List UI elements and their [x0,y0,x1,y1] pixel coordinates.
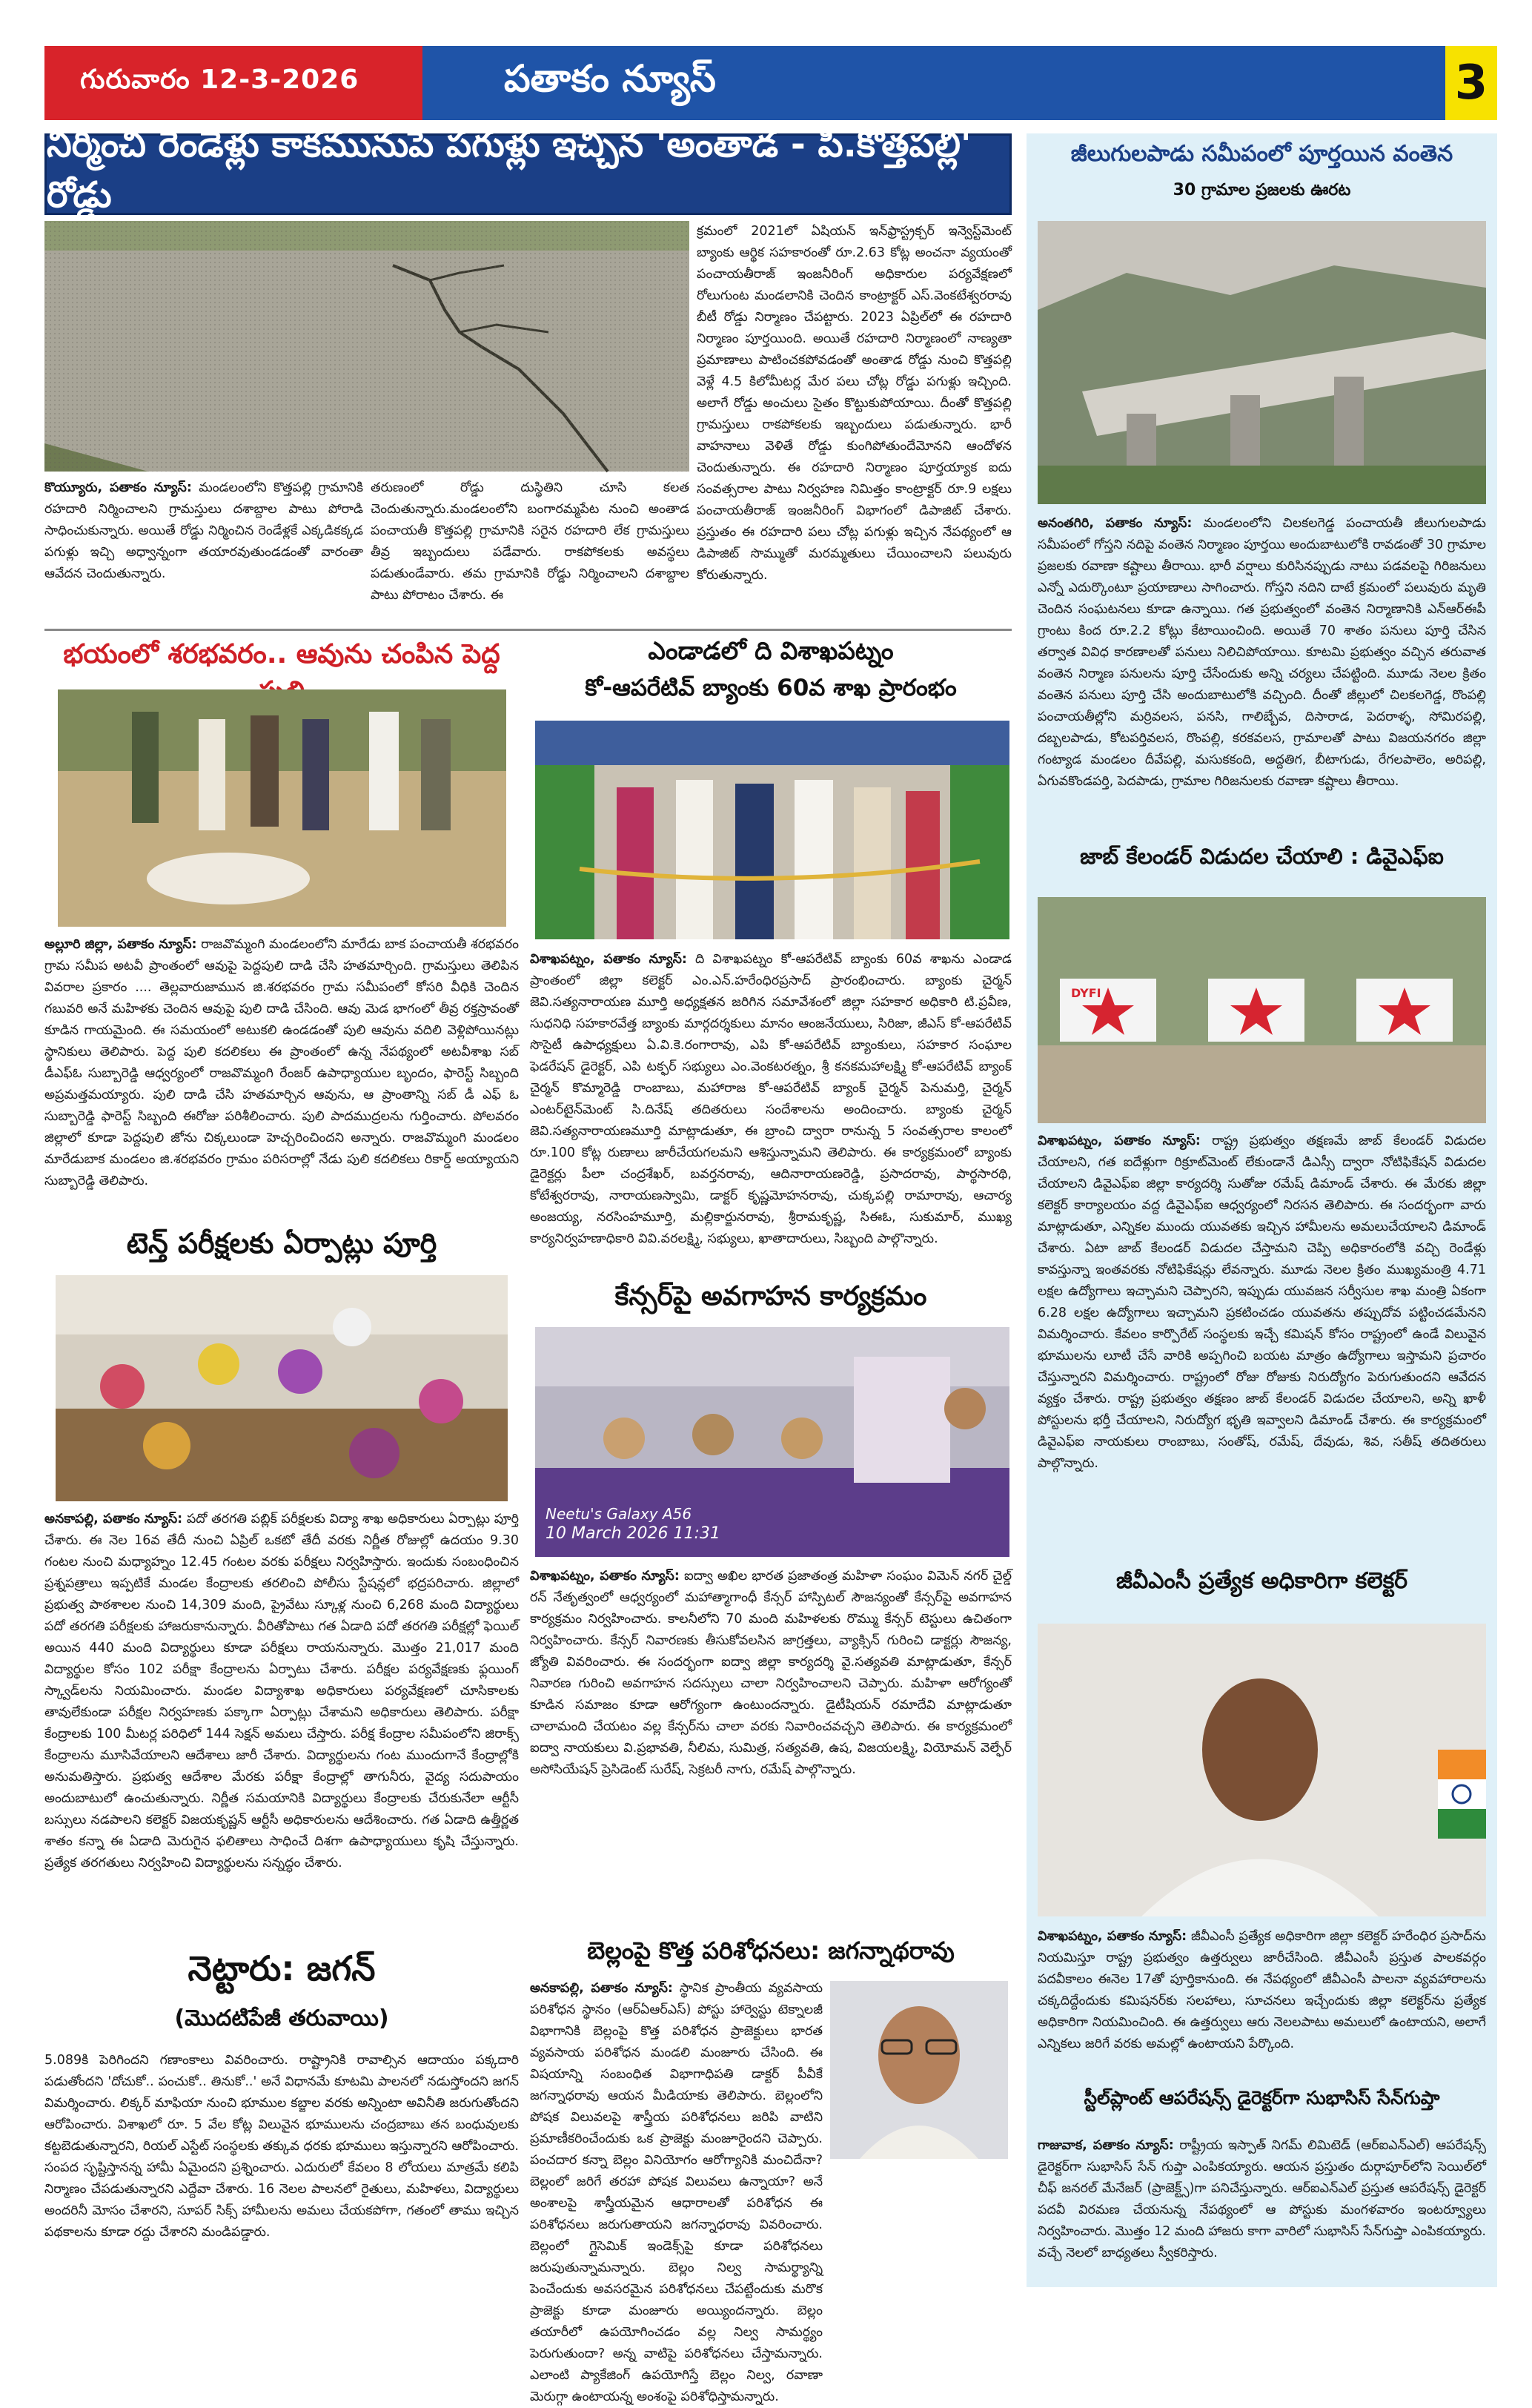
protest-graphic [1038,897,1486,1123]
bank-headline-2: కో-ఆపరేటివ్ బ్యాంకు 60వ శాఖ ప్రారంభం [585,675,957,701]
tiger-body [44,934,519,1220]
cancer-text: ఐద్వా అఖిల భారత ప్రజాతంత్ర మహిళా సంఘం విమెన్ నగర్ చైల్డ్ రన్ నేతృత్వంలో ఆధ్వర్యంలో మహాత్మాగాంధీ కేన్సర్ హాస్పిటల్ సౌజన్యంతో కేన్సర్‌పై అవగాహన కార్యక్రమం నిర్వహించారు. కాలనీలోని 70 మంది మహిళలకు రొమ్ము కేన్సర్ టెస్టులు ఉచితంగా నిర్వహించారు. కేన్సర్ నివారణకు తీసుకోవలసిన జాగ్రత్తలు, వ్యాక్సిన్ గురించి డాక్టర్లు సౌజన్య, జ్యోతి వివరించారు. ఈ సందర్భంగా ఐద్వా జిల్లా కార్యదర్శి వై.సత్యవతి మాట్లాడుతూ, కేన్సర్ నివారణ గురించి అవగాహన సదస్సులు చాలా నిర్వహించాలని చెప్పారు. మహిళా ఆరోగ్యంతో కూడిన సమాజం కూడా ఆరోగ్యంగా ఉంటుందన్నారు. డైటీషియన్ రమాదేవి మాట్లాడుతూ చాలామంది చేయటం వల్ల కేన్సర్‌ను చాలా వరకు నివారించవచ్చని తెలిపారు. ఈ కార్యక్రమంలో ఐద్వా నాయకులు వి.ప్రభావతి, నీలిమ, సుమిత్ర, సత్యవతి, ఉష, విజయలక్ష్మి, వియోమన్ వెల్ఫేర్ అసోసియేషన్ ప్రెసిడెంట్ సురేష్, సెక్రటరీ నాగు, రమేష్ పాల్గొన్నారు. [530,1569,1012,1777]
dyfi-text: రాష్ట్ర ప్రభుత్వం తక్షణమే జాబ్ కేలండర్ విడుదల చేయాలని, గత ఐదేళ్లుగా రిక్రూట్‌మెంట్ లేకుండానే డిఎస్సీ ద్వారా నోటిఫికేషన్ విడుదల చేయాలని డివైఎఫ్ఐ జిల్లా కార్యదర్శి సుతోజు రమేష్ డిమాండ్ చేశారు. ఈ మేరకు జిల్లా కలెక్టర్ కార్యాలయం వద్ద డివైఎఫ్ఐ ఆధ్వర్యంలో నిరసన తెలిపారు. ఈ సందర్భంగా వారు మాట్లాడుతూ, ఎన్నికల ముందు యువతకు ఇచ్చిన హామీలను అమలుచేయాలని డిమాండ్ చేశారు. ఏటా జాబ్ కేలండర్ విడుదల చేస్తామని చెప్పి అధికారంలోకి వచ్చి రెండేళ్లు కావస్తున్నా ఇంతవరకు నోటిఫికేషన్లు లేవన్నారు. మూడు నెలల క్రితం ముఖ్యమంత్రి 4.71 లక్షల ఉద్యోగాలు ఇచ్చామని చెప్పారని, ఇప్పుడు యువజన సర్వీసుల శాఖ మంత్రి ఏకంగా 6.28 లక్షల ఉద్యోగాలు ఇచ్చామని ప్రకటించడం యువతను తప్పుదోవ పట్టించడమేనని విమర్శించారు. కేవలం కార్పొరేట్ సంస్థలకు ఇచ్చే కమిషన్ కోసం రాష్ట్రంలో ఉండే విలువైన భూములను లూటీ చేసే వారికి అప్పగించి బయట మాత్రం ఉద్యోగాలు ఇస్తామని ప్రచారం చేస్తున్నారని విమర్శించారు. రాష్ట్రంలో రోజు రోజుకు నిరుద్యోగం పెరుగుతుందని ఆవేదన వ్యక్తం చేశారు. రాష్ట్ర ప్రభుత్వం తక్షణం జాబ్ కేలండర్ విడుదల చేయాలని, అన్ని ఖాళీ పోస్టులను భర్తీ చేయాలని, నిరుద్యోగ భృతి ఇవ్వాలని డిమాండ్ చేశారు. ఈ కార్యక్రమంలో డివైఎఫ్ఐ నాయకులు రాంబాబు, సంతోష్, రమేష్, దేవుడు, శివ, సతీష్ తదితరులు పాల్గొన్నారు. [1038,1134,1486,1471]
ribbon-cutting-graphic [535,721,1009,939]
cancer-awareness-photo [535,1327,1009,1557]
divider [44,629,1012,631]
steel-dateline: గాజువాక, పతాకం న్యూస్: [1038,2138,1174,2153]
lead-col1 [44,477,363,623]
bridge-photo [1038,221,1486,504]
gvmc-dateline: విశాఖపట్నం, పతాకం న్యూస్: [1038,1929,1187,1944]
bellampi-col1 [530,1978,823,2404]
forest-photo-graphic [58,689,506,927]
steel-text: రాష్ట్రీయ ఇస్పాత్ నిగమ్ లిమిటెడ్ (ఆర్ఐఎన్ఎల్) ఆపరేషన్స్ డైరెక్టర్‌గా సుభాసిస్ సేన్ గుప్తా ఎంపికయ్యారు. ఆయన ప్రస్తుతం దుర్గాపూర్‌లోని సెయిల్‌లో చీఫ్ జనరల్ మేనేజర్ (ప్రాజెక్ట్స్)గా పనిచేస్తున్నారు. ఆర్ఐఎన్ఎల్ ప్రస్తుత ఆపరేషన్స్ డైరెక్టర్ పదవీ విరమణ చేయనున్న నేపథ్యంలో ఆ పోస్టుకు మంగళవారం ఇంటర్వ్యూలు నిర్వహించారు. మొత్తం 12 మంది హాజరు కాగా వారిలో సుభాసిస్ సేన్‌గుప్తా ఎంపికయ్యారు. వచ్చే నెలలో బాధ్యతలు స్వీకరిస్తారు. [1038,2138,1486,2260]
classroom-photo-graphic [56,1275,508,1501]
cancer-body [530,1566,1012,1922]
portrait-graphic [830,1981,1008,2159]
lead-col1-text: మండలంలోని కొత్తపల్లి గ్రామానికి రహదారి నిర్మించాలని గ్రామస్తులు దశాబ్దాల పాటు పోరాడి సాధించుకున్నారు. అయితే రోడ్డు నిర్మించిన రెండేళ్లకే ఎక్కడికక్కడ పగుళ్లు ఇచ్చి అధ్వాన్నంగా తయారవుతుండడంతో వారంతా ఆవేదన చెందుతున్నారు. [44,480,363,581]
bridge-subhead: 30 గ్రామాల ప్రజలకు ఊరట [1173,181,1351,199]
bellampi-dateline: అనకాపల్లి, పతాకం న్యూస్: [530,1981,673,1996]
bellampi-text: స్థానిక ప్రాంతీయ వ్యవసాయ పరిశోధన స్థానం (ఆర్ఏఆర్ఎస్) పోస్టు హార్వెస్టు టెక్నాలజీ విభాగానికి బెల్లంపై కొత్త పరిశోధన ప్రాజెక్టులు భారత వ్యవసాయ పరిశోధన మండలి మంజూరు చేసింది. ఈ విషయాన్ని సంబంధిత విభాగాధిపతి డాక్టర్ పీవీకే జగన్నాధరావు ఆయన మీడియాకు తెలిపారు. బెల్లంలోని పోషక విలువలపై శాస్త్రీయ పరిశోధనలు జరిపి వాటిని ప్రమాణీకరించేందుకు ఒక ప్రాజెక్టు మంజూరైందని చెప్పారు. పంచదార కన్నా బెల్లం వినియోగం ఆరోగ్యానికి మంచిదేనా? బెల్లంలో జరిగే తరహా పోషక విలువలు ఉన్నాయా? అనే అంశాలపై శాస్త్రీయమైన ఆధారాలతో పరిశోధన ఈ పరిశోధనలు జరుగుతాయని జగన్నాధరావు వివరించారు. బెల్లంలో గ్లైసెమిక్ ఇండెక్స్‌పై కూడా పరిశోధనలు జరుపుతున్నామన్నారు. బెల్లం నిల్వ సామర్థ్యాన్ని పెంచేందుకు అవసరమైన పరిశోధనలు చేపట్టేందుకు మరొక ప్రాజెక్టు కూడా మంజూరు అయ్యిందన్నారు. బెల్లం తయారీలో ఉపయోగించడం వల్ల నిల్వ సామర్థ్యం పెరుగుతుందా? అన్న వాటిపై పరిశోధనలు చేస్తామన్నారు. ఎలాంటి ప్యాకేజింగ్ ఉపయోగిస్తే బెల్లం నిల్వ, రవాణా మెరుగ్గా ఉంటాయన్న అంశంపై పరిశోధిస్తామన్నారు. [530,1981,823,2404]
exam-dateline: అనకాపల్లి, పతాకం న్యూస్: [44,1512,183,1526]
dyfi-protest-photo [1038,897,1486,1123]
lead-dateline: కొయ్యూరు, పతాకం న్యూస్: [44,480,192,495]
photo-stamp-time: 10 March 2026 11:31 [546,1524,720,1543]
lead-headline: నిర్మించి రెండేళ్లు కాకమునుపే పగుళ్లు ఇచ్చిన 'అంతాడ - పి.కొత్తపల్లి' రోడ్డు [44,133,1012,215]
dyfi-flag-label: DYFI [1071,986,1101,1000]
photo-stamp-device: Neetu's Galaxy A56 [546,1505,692,1523]
dyfi-body [1038,1131,1486,1561]
tiger-attack-photo [58,689,506,927]
page-number: 3 [1445,46,1497,120]
jagan-headline: నెట్టారు: జగన్ [188,1948,376,1988]
exam-headline: టెన్త్ పరీక్షలకు ఏర్పాట్లు పూర్తి [126,1227,437,1260]
gvmc-text: జీవీఎంసీ ప్రత్యేక అధికారిగా జిల్లా కలెక్టర్ హరేంధిర ప్రసాద్‌ను నియమిస్తూ రాష్ట్ర ప్రభుత్వం ఉత్తర్వులు జారీచేసింది. జీవీఎంసీ ప్రస్తుత పాలకవర్గం పదవీకాలం ఈనెల 17తో పూర్తికానుంది. ఈ నేపథ్యంలో జీవీఎంసీ పాలనా వ్యవహారాలను చక్కదిద్దేందుకు కమిషనర్‌కు సలహాలు, సూచనలు ఇచ్చేందుకు జిల్లా కలెక్టర్‌ను ప్రత్యేక అధికారిగా నియమించింది. ఈ ఉత్తర్వులు ఆరు నెలలపాటు అమలులో ఉంటాయని, అలాగే ఎన్నికలు జరిగే వరకు అమల్లో ఉంటాయని పేర్కొంది. [1038,1929,1486,2051]
dyfi-dateline: విశాఖపట్నం, పతాకం న్యూస్: [1038,1134,1201,1148]
exam-hall-photo [56,1275,508,1501]
bank-headline-1: ఎండాడలో ది విశాఖపట్నం [648,636,894,665]
tiger-headline: భయంలో శరభవరం.. ఆవును చంపిన పెద్ద [63,639,500,669]
bridge-body [1038,513,1486,839]
newspaper-name: పతాకం న్యూస్ [422,46,1445,120]
masthead [44,46,1497,120]
bridge-text: మండలంలోని చిలకలగెడ్డ పంచాయతీ జీలుగులపాడు సమీపంలో గోస్తని నదిపై వంతెన నిర్మాణం పూర్తయి అందుబాటులోకి రావడంతో 30 గ్రామాల ప్రజలకు రవాణా కష్టాలు తీరాయి. భారీ వర్షాలు కురిసినప్పుడు నాటు పడవలపై గిరిజనులు ఎన్నో ఎదుర్కొంటూ ప్రయాణాలు సాగించారు. గోస్తని నదిని దాటే క్రమంలో పలువురు మృతి చెందిన సంఘటనలు కూడా ఉన్నాయి. గత ప్రభుత్వంలో వంతెన నిర్మాణానికి ఎన్ఆర్ఈపీ గ్రాంటు కింద రూ.2.2 కోట్లు కేటాయించింది. అయితే 70 శాతం పనులు పూర్తి చేసిన తర్వాత వివిధ కారణాలతో పనులు నిలిచిపోయాయి. కూటమి ప్రభుత్వం వచ్చిన తరువాత వంతెన నిర్మాణ పనులను పూర్తి చేసేందుకు అన్ని చర్యలు చేపట్టింది. మూడు నెలల క్రితం వంతెన పనులు పూర్తి చేసి అందుబాటులోకి వచ్చింది. దీంతో జీల్లులో చిలకలగెడ్డ, రొంపల్లి పంచాయతీల్లోని మర్రివలస, పనసి, గాలిబ్బేవ, దిసారాడ, పెదరాళ్ళ, సోమిరపల్లి, దబ్బలపాడు, కోటపర్తివలస, రొంపల్లి, కరకవలస, గ్రామాలతో పాటు విజయనగరం జిల్లా గంట్యాడ మండలం దీవేపల్లి, మసుకకంది, అద్దతిగ, బీటాగుడు, రేగలపాలెం, అరిపల్లి, ఏగువకొండపర్తి, పెదపాడు, గ్రామాల గిరిజనులకు రవాణా కష్టాలు తీరాయి. [1038,516,1486,789]
tiger-text: రాజవొమ్మంగి మండలంలోని మారేడు బాక పంచాయతీ శరభవరం గ్రామ సమీప అటవీ ప్రాంతంలో ఆవుపై పెద్దపులి దాడి చేసి హతమార్చింది. గ్రామస్తులు తెలిపిన వివరాల ప్రకారం .... తెల్లవారుజామున జి.శరభవరం గ్రామ సమీపంలో కోసరి వీధికి చెందిన గబువరి అనే మహిళకు చెందిన ఆవుపై పులి దాడి చేసింది. ఆవు మెడ భాగంలో తీవ్ర రక్తస్రావంతో కూడిన గాయమైంది. ఈ సమయంలో అటుకలి ఉండడంతో పులి ఆవును వదిలి వెళ్లిపోయినట్లు స్థానికులు తెలిపారు. పెద్ద పులి కదలికలు ఈ ప్రాంతంలో ఉన్న నేపథ్యంలో అటవీశాఖ సబ్ డీఎఫ్‌ఓ సుబ్బారెడ్డి ఆధ్వర్యంలో రాజవొమ్మంగి రేంజర్ ఉపాధ్యాయుల బృందం, ఫారెస్ట్ సిబ్బంది అప్రమత్తమయ్యారు. పులి దాడి చేసి హతమార్చిన ఆవును, ఆ ప్రాంతాన్ని సబ్ డీ ఎఫ్ ఓ సుబ్బారెడ్డి ఫారెస్ట్ సిబ్బంది ఈరోజు పరిశీలించారు. పులి పాదముద్రలను గుర్తించారు. పోలవరం జిల్లాలో కూడా పెద్దపులి జోను చిక్కలుండా హెచ్చరించిందని అన్నారు. రాజవొమ్మంగి మండలం మారేడుబాక మండలం జి.శరభవరం గ్రామం పరిసరాల్లో నేడు పులి కదలికలు రికార్డ్ అయ్యాయని సుబ్బారెడ్డి తెలిపారు. [44,937,519,1188]
jagan-subhead: (మొదటిపేజీ తరువాయి) [174,2005,389,2031]
road-photo-graphic [44,221,689,472]
road-cracks-photo [44,221,689,472]
steel-headline: స్టీల్‌ప్లాంట్ ఆపరేషన్స్ డైరెక్టర్‌గా సుభాసిస్ సేన్‌గుప్తా [1084,2087,1440,2108]
lead-col3-text: క్రమంలో 2021లో ఏషియన్ ఇన్‌ఫ్రాస్ట్రక్చర్ ఇన్వెస్ట్‌మెంట్ బ్యాంకు ఆర్థిక సహకారంతో రూ.2.63 కోట్ల అంచనా వ్యయంతో పంచాయతీరాజ్ ఇంజనీరింగ్ అధికారుల పర్యవేక్షణలో రోలుగుంట మండలానికి చెందిన కాంట్రాక్టర్ ఎస్.వెంకటేశ్వరరావు బీటీ రోడ్డు నిర్మాణం చేపట్టారు. 2023 ఏప్రిల్‌లో ఈ రహదారి నిర్మాణం పూర్తయింది. అయితే రహదారి నిర్మాణంలో నాణ్యతా ప్రమాణాలు పాటించకపోవడంతో అంతాడ రోడ్డు నుంచి కొత్తపల్లి వెళ్లే 4.5 కిలోమీటర్ల మేర పలు చోట్ల రోడ్డు పగుళ్లు ఇచ్చింది. అలాగే రోడ్డు అంచులు సైతం కొట్టుకుపోయాయి. దీంతో కొత్తపల్లి గ్రామస్తులు రాకపోకలకు ఇబ్బందులు పడుతున్నారు. భారీ వాహనాలు వెళితే రోడ్డు కుంగిపోతుందేమోనని ఆందోళన చెందుతున్నారు. ఈ రహదారి నిర్మాణం పూర్తయ్యాక ఐదు సంవత్సరాల పాటు నిర్వహణ నిమిత్తం కాంట్రాక్టర్ రూ.9 లక్షలు పంచాయతీరాజ్ ఇంజనీరింగ్ విభాగంలో డిపాజిట్ చేశారు. ప్రస్తుతం ఈ రహదారి పలు చోట్ల పగుళ్లు ఇచ్చిన నేపథ్యంలో ఆ డిపాజిట్ సొమ్ముతో మరమ్మతులు చేయించాలని పలువురు కోరుతున్నారు. [697,224,1012,583]
jagan-text: 5.089కి పెరిగిందని గణాంకాలు వివరించారు. రాష్ట్రానికి రావాల్సిన ఆదాయం పక్కదారి పడుతోందని 'దోచుకో.. పంచుకో.. తినుకో..' అనే విధానమే కూటమి పాలనలో నడుస్తోందని జగన్ విమర్శించారు. లిక్కర్ మాఫియా నుంచి భూముల కబ్జాల వరకు అన్నింటా అవినీతి జరుగుతోందని ఆరోపించారు. విశాఖలో రూ. 5 వేల కోట్ల విలువైన భూములను చంద్రబాబు తన బంధువులకు కట్టబెడుతున్నారని, రియల్ ఎస్టేట్ సంస్థలకు తక్కువ ధరకు భూములు ఇస్తున్నారని ఆరోపించారు. సంపద సృష్టిస్తానన్న హామీ ఏమైందని ప్రశ్నించారు. ఎదురులో కేవలం 8 లోయలు మాత్రమే కలిపి నిర్మాణం చేపడుతున్నారని ఎద్దేవా చేశారు. 16 నెలల పాలనలో రైతులు, మహిళలు, విద్యార్థులు అందరినీ మోసం చేశారని, సూపర్ సిక్స్ హామీలను అమలు చేయకపోగా, గతంలో తాము ఇచ్చిన పథకాలను కూడా రద్దు చేశారని మండిపడ్డారు. [44,2053,519,2240]
bellampi-headline: బెల్లంపై కొత్త పరిశోధనలు: జగన్నాథరావు [587,1936,955,1965]
cancer-dateline: విశాఖపట్నం, పతాకం న్యూస్: [530,1569,680,1584]
bank-dateline: విశాఖపట్నం, పతాకం న్యూస్: [530,952,687,967]
issue-date: గురువారం 12-3-2026 [44,46,422,120]
gvmc-headline: జీవీఎంసీ ప్రత్యేక అధికారిగా కలెక్టర్ [1115,1568,1408,1594]
lead-col2-text: తరుణంలో రోడ్డు దుస్థితిని చూసి కలత చెందుతున్నారు.మండలంలోని బంగారమ్మపేట నుంచి అంతాడ పంచాయతీ కొత్తపల్లి గ్రామానికి సరైన రహదారి లేక గ్రామస్తులు తీవ్ర ఇబ్బందులు పడేవారు. రాకపోకలకు అవస్థలు పడుతుండేవారు. తమ గ్రామానికి రోడ్డు నిర్మించాలని దశాబ్దాల పాటు పోరాటం చేశారు. ఈ [371,480,689,603]
gvmc-body [1038,1926,1486,2082]
bank-body [530,949,1012,1275]
dyfi-headline: జాబ్ కేలండర్ విడుదల చేయాలి : డివైఎఫ్ఐ [1080,844,1444,869]
steel-body [1038,2135,1486,2283]
collector-portrait [1038,1624,1486,1916]
scientist-portrait [830,1981,1008,2159]
bank-inauguration-photo [535,721,1009,939]
exam-body [44,1509,519,1946]
bridge-dateline: అనంతగిరి, పతాకం న్యూస్: [1038,516,1193,531]
tiger-dateline: అల్లూరి జిల్లా, పతాకం న్యూస్: [44,937,197,952]
collector-graphic [1038,1624,1486,1916]
bridge-headline: జీలుగులపాడు సమీపంలో పూర్తయిన వంతెన [1070,141,1453,167]
bank-text: ది విశాఖపట్నం కో-ఆపరేటివ్ బ్యాంకు 60వ శాఖను ఎండాడ ప్రాంతంలో జిల్లా కలెక్టర్ ఎం.ఎన్.హరేంధిరప్రసాద్ ప్రారంభించారు. బ్యాంకు చైర్మన్ జెవి.సత్యనారాయణ మూర్తి అధ్యక్షతన జరిగిన సమావేశంలో జిల్లా సహకార అధికారి టి.ప్రవీణ, సుధనిధి సహకారవేత్త బ్యాంకు మార్గదర్శకులు మానం ఆంజనేయులు, సిరిజా, జీఎస్ కో-ఆపరేటివ్ సొసైటీ ఉపాధ్యక్షులు ఏ.వి.కె.రంగారావు, ఎపి కో-ఆపరేటివ్ బ్యాంకులు, సహకార సంఘాల ఫెడరేషన్ డైరెక్టర్, ఎపి టక్ఫర్ సభ్యులు ఎం.వెంకటరత్నం, శ్రీ కనకమహాలక్ష్మి కో-ఆపరేటివ్ బ్యాంక్ చైర్మన్ కొమ్మారెడ్డి రాంబాబు, మహారాజ కో-ఆపరేటివ్ బ్యాంక్ చైర్మన్ పెనుమర్తి, చైర్మన్ ఎంటర్‌టైన్‌మెంట్ సి.దినేష్ తదితరులు సందేశాలను అందించారు. బ్యాంకు చైర్మన్ జెవి.సత్యనారాయణమూర్తి మాట్లాడుతూ, ఈ బ్రాంచి ద్వారా రానున్న 5 సంవత్సరాల కాలంలో రూ.100 కోట్ల రుణాలు జారీచేయగలమని ఆశిస్తున్నామని తెలిపారు. ఈ కార్యక్రమంలో బ్యాంకు డైరెక్టర్లు పీలా చంద్రశేఖర్, బవర్తనరావు, ఆదినారాయణరెడ్డి, ప్రసాదరావు, పార్థసారథి, కోటేశ్వరరావు, నారాయణస్వామి, డాక్టర్ కృష్ణమోహనరావు, చుక్కపల్లి రామారావు, ఆచార్య అంజయ్య, నరసింహమూర్తి, మల్లికార్జునరావు, శ్రీరామకృష్ణ, సిఈఓ, సుకుమార్, ముఖ్య కార్యనిర్వహణాధికారి వివి.వరలక్ష్మి, సభ్యులు, ఖాతాదారులు, సిబ్బంది పాల్గొన్నారు. [530,952,1012,1246]
bridge-graphic [1038,221,1486,504]
exam-text: పదో తరగతి పబ్లిక్ పరీక్షలకు విద్యా శాఖ అధికారులు ఏర్పాట్లు పూర్తి చేశారు. ఈ నెల 16వ తేదీ నుంచి ఏప్రిల్ ఒకటో తేదీ వరకు నిర్ణీత రోజుల్లో ఉదయం 9.30 గంటల నుంచి మధ్యాహ్నం 12.45 గంటల వరకు పరీక్షలు నిర్వహిస్తారు. ఇందుకు సంబంధించిన ప్రశ్నపత్రాలు ఇప్పటికే మండల కేంద్రాలకు తరలించి పోలీసు స్టేషన్లలో భద్రపరిచారు. జిల్లాలో ప్రభుత్వ పాఠశాలల నుంచి 14,309 మంది, ప్రైవేటు స్కూళ్ల నుంచి 6,268 మంది విద్యార్థులు పదో తరగతి పరీక్షలకు హాజరుకానున్నారు. వీరితోపాటు గత ఏడాది పదో తరగతి పరీక్షల్లో ఫెయిల్ అయిన 440 మంది విద్యార్థులు కూడా పరీక్షలు రాయనున్నారు. మొత్తం 21,017 మంది విద్యార్థుల కోసం 102 పరీక్షా కేంద్రాలను ఏర్పాటు చేశారు. పరీక్షల పర్యవేక్షణకు ఫ్లయింగ్ స్క్వాడ్‌లను నియమించారు. మండల విద్యాశాఖ అధికారులు పర్యవేక్షణలో చూసికాలకు తావులేకుండా పరీక్షల నిర్వహణకు పక్కాగా ఏర్పాట్లు చేశామని అధికారులు తెలిపారు. పరీక్షా కేంద్రాలకు 100 మీటర్ల పరిధిలో 144 సెక్షన్ అమలు చేస్తారు. పరీక్ష కేంద్రాల సమీపంలోని జిరాక్స్ కేంద్రాలను మూసివేయాలని ఆదేశాలు జారీ చేశారు. విద్యార్థులను గంట ముందుగానే కేంద్రాల్లోకి అనుమతిస్తారు. ప్రభుత్వ ఆదేశాల మేరకు పరీక్షా కేంద్రాల్లో తాగునీరు, వైద్య సదుపాయం అందుబాటులో ఉంచుతున్నారు. నిర్ణీత సమయానికి విద్యార్థులు కేంద్రాలకు చేరుకునేలా ఆర్టీసీ బస్సులు నడపాలని కలెక్టర్ విజయకృష్ణన్ ఆర్టీసీ అధికారులను ఆదేశించారు. గత ఏడాది ఉత్తీర్ణత శాతం కన్నా ఈ ఏడాది మెరుగైన ఫలితాలు సాధించే దిశగా ఉపాధ్యాయులు కృషి చేస్తున్నారు. ప్రత్యేక తరగతులు నిర్వహించి విద్యార్థులను సన్నద్ధం చేశారు. [44,1512,519,1870]
cancer-headline: కేన్సర్‌పై అవగాహన కార్యక్రమం [614,1281,927,1312]
